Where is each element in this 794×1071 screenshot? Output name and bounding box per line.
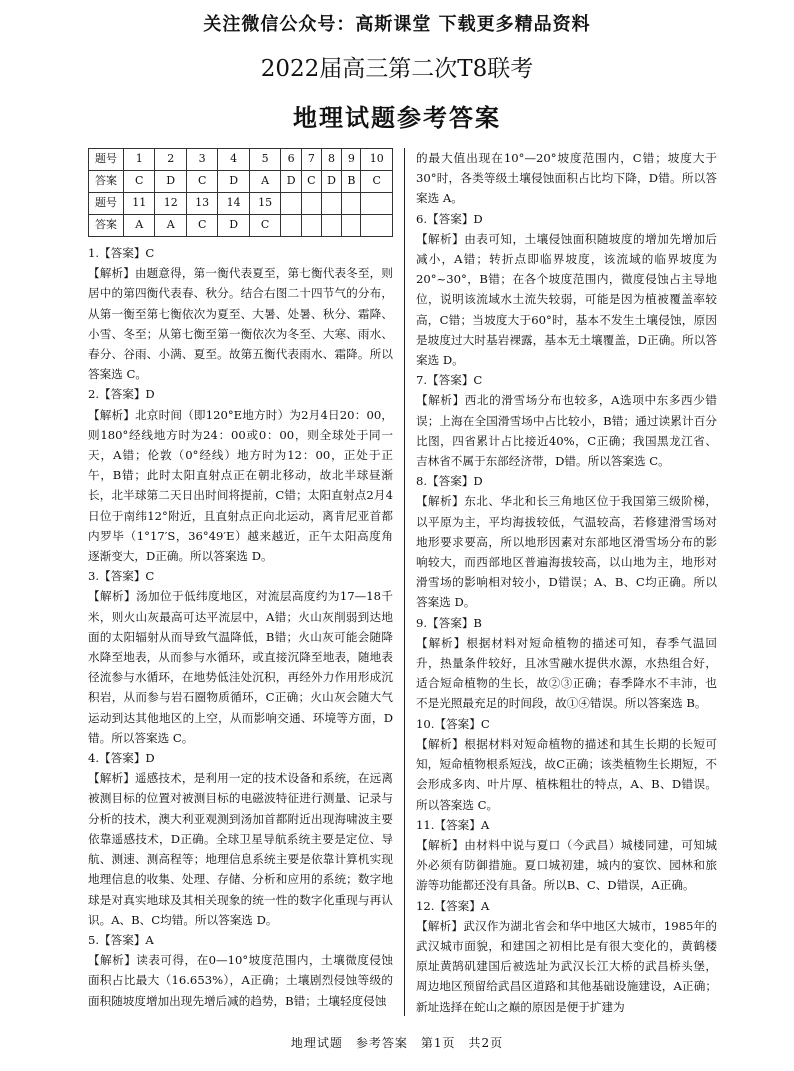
left-column (88, 148, 393, 1011)
explanation-text: 【解析】由材料中说与夏口（今武昌）城楼同建，可知城外必须有防御措施。夏口城初建，城内的宴饮、园林和旅游等功能都还没有具备。所以B、C、D错误，A正确。 (416, 837, 717, 893)
table-cell: 5 (249, 149, 280, 171)
answer-item (416, 471, 717, 612)
table-cell: 12 (155, 193, 186, 215)
table-cell: 10 (361, 149, 393, 171)
table-cell: 9 (342, 149, 361, 171)
table-cell: D (155, 171, 186, 193)
explanation-text: 【解析】根据材料对短命植物的描述可知，春季气温回升，热量条件较好，且冰雪融水提供水源，水热组合好，适合短命植物的生长，故②③正确；春季降水不丰沛，也不是光照最充足的时间段，故①④错误。所以答案选 B。 (416, 635, 717, 711)
table-cell: C (186, 215, 217, 237)
answer-item (88, 748, 393, 930)
answer-line: 10.【答案】C (416, 716, 490, 731)
promo-banner: 关注微信公众号：高斯课堂 下载更多精品资料 (203, 14, 591, 35)
table-cell: A (155, 215, 186, 237)
table-header-cell: 答案 (89, 215, 124, 237)
explanation-text: 【解析】读表可得，在0—10°坡度范围内，土壤微度侵蚀面积占比最大（16.653%），A正确；土壤剧烈侵蚀等级的面积随坡度增加出现先增后减的趋势，B错；土壤轻度侵蚀 (88, 953, 393, 1008)
table-row (89, 149, 393, 171)
explanation-text: 的最大值出现在10°—20°坡度范围内，C错；坡度大于30°时，各类等级土壤侵蚀面积占比均下降，D错。所以答案选 A。 (416, 151, 717, 206)
table-row (89, 215, 393, 237)
answer-line: 8.【答案】D (416, 474, 483, 489)
right-column (416, 148, 717, 1017)
answer-line: 1.【答案】C (88, 246, 155, 260)
table-cell: 15 (249, 193, 280, 215)
table-cell: D (281, 171, 302, 193)
answer-line: 2.【答案】D (88, 387, 155, 402)
table-cell (301, 193, 321, 215)
table-cell: D (218, 215, 249, 237)
explanation-text: 【解析】由表可知，土壤侵蚀面积随坡度的增加先增加后减小，A错；转折点即临界坡度，该流域的临界坡度为20°~30°，B错；在各个坡度范围内，微度侵蚀占主导地位，说明该流域水土流失较弱，可能是因为植被覆盖率较高，C错；当坡度大于60°时，基本不发生土壤侵蚀，原因是坡度过大时基岩裸露，基本无土壤覆盖，D正确。所以答案选 D。 (416, 231, 717, 368)
explanation-text: 【解析】北京时间（即120°E地方时）为2月4日20：00，则180°经线地方时为24：00或0：00，则全球处于同一天，A错；伦敦（0°经线）地方时为12：00，正处于正午，B错；此时太阳直射点正在朝北移动，故北半球昼渐长，北半球第二天日出时间将提前，C错；太阳直射点2月4日位于南纬12°附近，且直射点正向北运动，离肯尼亚首都内罗毕（1°17′S，36°49′E）越来越近，正午太阳高度角逐渐变大，D正确。所以答案选 D。 (88, 407, 393, 564)
table-header-cell: 题号 (89, 149, 124, 171)
explanation-text: 【解析】西北的滑雪场分布也较多，A选项中东多西少错误；上海在全国滑雪场中占比较小，B错；通过读累计百分比图，四省累计占比接近40%，C正确；我国黑龙江省、吉林省不属于东部经济带，D错。所以答案选 C。 (416, 393, 717, 469)
page-footer: 地理试题 参考答案 第1页 共2页 (290, 1036, 504, 1050)
answer-item (88, 930, 393, 1011)
table-cell: 7 (301, 149, 321, 171)
table-cell: C (186, 171, 217, 193)
answer-item (88, 384, 393, 566)
table-row (89, 171, 393, 193)
table-cell (301, 215, 321, 237)
answer-item (416, 209, 717, 371)
table-cell: A (124, 215, 155, 237)
answer-item (416, 714, 717, 815)
table-cell: 2 (155, 149, 186, 171)
explanation-text: 【解析】根据材料对短命植物的描述和其生长期的长短可知，短命植物根系短浅，故C正确；该类植物生长期短，不会形成多肉、叶片厚、植株粗壮的特点，A、B、D错误。所以答案选 C。 (416, 736, 717, 812)
table-cell: 14 (218, 193, 249, 215)
answer-item (88, 243, 393, 384)
table-cell (281, 193, 302, 215)
table-cell (342, 215, 361, 237)
explanation-text: 【解析】遥感技术，是利用一定的技术设备和系统，在远离被测目标的位置对被测目标的电磁波特征进行测量、记录与分析的技术，澳大利亚观测到汤加首都附近出现海啸波主要依靠遥感技术，D正确。全球卫星导航系统主要是定位、导航、测速、测高程等；地理信息系统主要是依靠计算机实现地理信息的收集、处理、存储、分析和应用的系统；数字地球是对真实地球及其相关现象的统一性的数字化重现与再认识。A、B、C均错。所以答案选 D。 (88, 771, 393, 927)
explanation-text: 【解析】武汉作为湖北省会和华中地区大城市，1985年的武汉城市面貌，和建国之初相比是有很大变化的，黄鹤楼原址黄鹄矶建国后被选址为武汉长江大桥的武昌桥头堡，周边地区预留给武昌区道路和其他基础设施建设，A正确；新址选择在蛇山之巅的原因是便于扩建为 (416, 918, 717, 1014)
table-cell: 4 (218, 149, 249, 171)
table-cell: A (249, 171, 280, 193)
table-row (89, 193, 393, 215)
answer-line: 5.【答案】A (88, 932, 154, 947)
table-cell (281, 215, 302, 237)
table-cell (321, 215, 342, 237)
explanation-text: 【解析】汤加位于低纬度地区，对流层高度约为17—18千米，则火山灰最高可达平流层中，A错；火山灰削弱到达地面的太阳辐射从而导致气温降低，B错；火山灰可能会随降水降至地表，从而参与水循环，或直接沉降至地表，随地表径流参与水循环，在地势低洼处沉积，再经外力作用形成沉积岩，从而参与岩石圈物质循环，C正确；火山灰会随大气运动到达其他地区的上空，从而影响交通、环境等方面，D错。所以答案选 C。 (88, 589, 393, 745)
table-cell: B (342, 171, 361, 193)
answer-item (416, 815, 717, 896)
explanation-text: 【解析】东北、华北和长三角地区位于我国第三级阶梯，以平原为主，平均海拔较低，气温较高，若修建滑雪场对地形要求要高，所以地形因素对东部地区滑雪场分布的影响较大，而西部地区普遍海拔较高，以山地为主，地形对滑雪场的影响相对较小，D错误；A、B、C均正确。所以答案选 D。 (416, 494, 717, 610)
table-header-cell: 题号 (89, 193, 124, 215)
table-cell: D (218, 171, 249, 193)
table-cell: C (124, 171, 155, 193)
answer-item (416, 148, 717, 209)
table-cell: C (361, 171, 393, 193)
table-cell: C (249, 215, 280, 237)
table-cell: C (301, 171, 321, 193)
table-header-cell: 答案 (89, 171, 124, 193)
answer-line: 11.【答案】A (416, 817, 490, 832)
answer-line: 12.【答案】A (416, 898, 490, 913)
table-cell (321, 193, 342, 215)
table-cell (361, 193, 393, 215)
answer-item (416, 370, 717, 471)
answer-item (416, 896, 717, 1017)
answer-line: 9.【答案】B (416, 615, 482, 630)
table-cell: 8 (321, 149, 342, 171)
table-cell: D (321, 171, 342, 193)
exam-title: 2022届高三第二次T8联考 (260, 56, 534, 82)
answer-line: 6.【答案】D (416, 211, 483, 226)
answer-line: 3.【答案】C (88, 569, 155, 584)
explanation-text: 【解析】由题意得，第一衡代表夏至，第七衡代表冬至，则居中的第四衡代表春、秋分。结合右图二十四节气的分布，从第一衡至第七衡依次为夏至、大暑、处暑、秋分、霜降、小雪、冬至；从第七衡至第一衡依次为冬至、大寒、雨水、春分、谷雨、小满、夏至。故第五衡代表雨水、霜降。所以答案选 C。 (88, 266, 393, 382)
answer-table (88, 148, 393, 237)
column-divider (404, 148, 405, 1016)
table-cell: 13 (186, 193, 217, 215)
answer-item (88, 566, 393, 748)
table-cell: 6 (281, 149, 302, 171)
table-cell (361, 215, 393, 237)
answer-line: 4.【答案】D (88, 751, 155, 766)
table-cell (342, 193, 361, 215)
table-cell: 11 (124, 193, 155, 215)
table-cell: 3 (186, 149, 217, 171)
answer-line: 7.【答案】C (416, 373, 483, 388)
document-title: 地理试题参考答案 (293, 103, 501, 132)
answer-item (416, 613, 717, 714)
table-cell: 1 (124, 149, 155, 171)
